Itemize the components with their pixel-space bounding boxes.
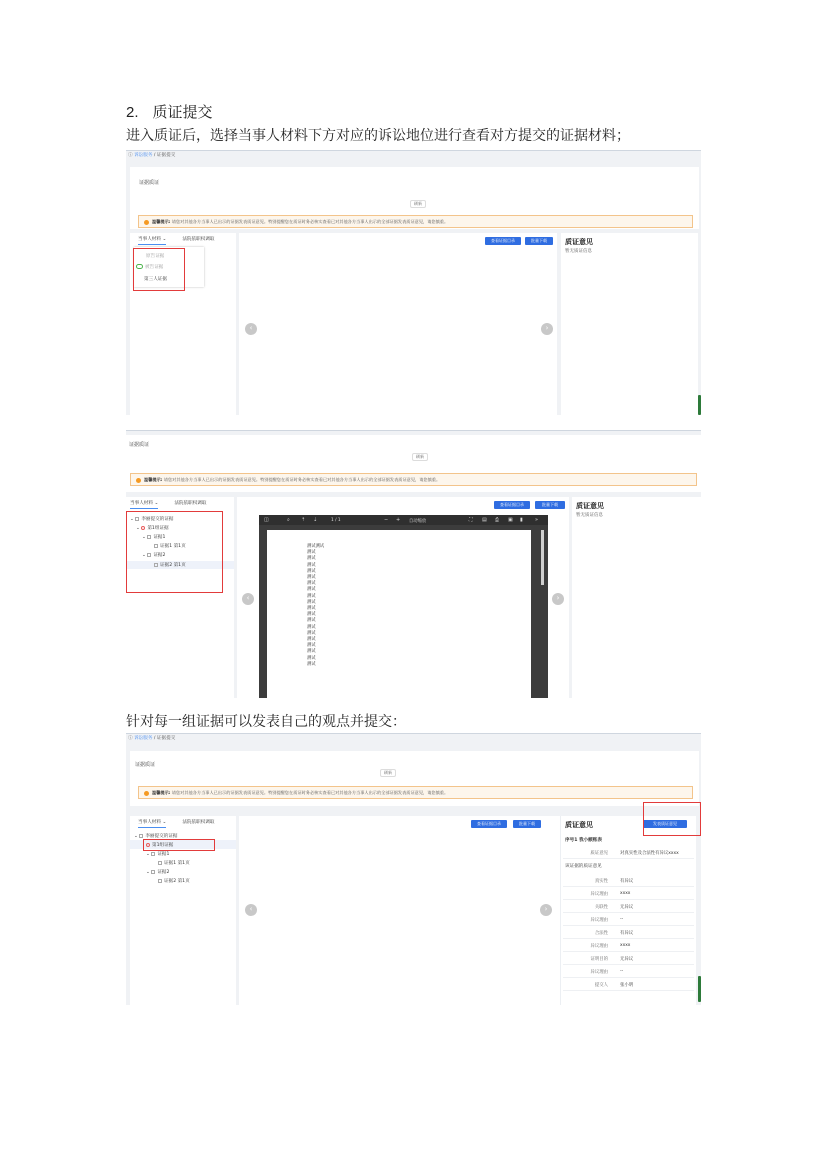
tree-evidence-1-page[interactable]: 证据1 第1页 (158, 860, 190, 866)
opinion-panel (560, 816, 696, 1005)
form-row (563, 846, 694, 859)
form-row (563, 952, 694, 965)
pdf-text-line: 测试 (307, 630, 316, 636)
form-label: 证明目的 (590, 957, 608, 962)
breadcrumb-link[interactable]: 诉讼服务 (134, 153, 153, 158)
notice-text: 请您对其他各方当事人已出示的证据发表质证意见。特别提醒您在质证时务必核实查看已对其他各方当事人出示的全部证据发表质证意见，请您慎重。 (171, 790, 449, 795)
highlight-box (126, 511, 223, 593)
tab-party-materials[interactable]: 当事人材料 ⌄ (138, 819, 166, 828)
search-icon[interactable]: ⌕ (287, 517, 290, 523)
form-row (563, 965, 694, 978)
breadcrumb-current: 证据提交 (156, 153, 176, 158)
heading-number: 2. (126, 104, 139, 121)
pdf-text-line: 测试 (307, 568, 316, 574)
pdf-zoom-select[interactable]: 自动缩放 (409, 519, 427, 524)
view-evidence-list-button[interactable]: 查看证据目录 (494, 501, 530, 509)
opinion-empty-text: 暂无质证信息 (565, 249, 592, 254)
breadcrumb-sep: / (152, 736, 157, 741)
evidence-group-title: 序号1 我小额账表 (565, 838, 602, 843)
checkbox-icon (158, 861, 162, 865)
pdf-text-line: 测试 (307, 581, 316, 587)
tree-evidence-1-page[interactable]: 证据1 第1页 (154, 543, 186, 549)
pdf-text-line: 测试 (307, 612, 316, 618)
print-icon[interactable]: ⎙ (495, 517, 500, 523)
opinion-panel (561, 233, 698, 415)
more-tools-icon[interactable]: » (535, 517, 539, 523)
tab-court-materials[interactable]: 法院依职权调取 (182, 820, 215, 825)
form-row (563, 926, 694, 939)
form-label: 异议理由 (590, 944, 608, 949)
tree-root[interactable]: ⌄ 李丽提交的证据 (130, 517, 174, 522)
submit-opinion-button[interactable]: 发表质证意见 (643, 820, 687, 828)
tree-evidence-1[interactable]: ⌄ 证据1 (142, 535, 166, 540)
section-title: 证据质证 (129, 442, 150, 448)
save-icon[interactable]: ▣ (508, 517, 513, 523)
notice-text: 请您对其他各方当事人已出示的证据发表质证意见。特别提醒您在质证时务必核实查看已对其他各方当事人出示的全部证据发表质证意见，请您慎重。 (163, 477, 441, 482)
form-label: 质证意见 (590, 851, 608, 856)
form-row (563, 939, 694, 952)
next-arrow-icon[interactable]: › (541, 323, 553, 335)
pdf-text-line: 测试 (307, 550, 316, 556)
checkbox-icon (151, 870, 155, 874)
instruction-paragraph-1: 进入质证后，选择当事人材料下方对应的诉讼地位进行查看对方提交的证据材料； (126, 128, 630, 144)
batch-download-button[interactable]: 批量下载 (525, 237, 553, 245)
pdf-text-line: 测试 (307, 606, 316, 611)
breadcrumb (128, 153, 175, 159)
highlight-box (133, 248, 185, 291)
pdf-text-line: 测试 (307, 593, 316, 599)
pdf-viewer (259, 515, 548, 698)
batch-download-button[interactable]: 批量下载 (535, 501, 565, 509)
tree-group-1[interactable]: ⌄ 第1组证据 (136, 526, 169, 531)
section-title: 证据质证 (139, 180, 160, 186)
highlight-box-submit (643, 802, 701, 836)
material-tabs (138, 819, 214, 828)
form-label: 关联性 (594, 905, 608, 910)
notice-bar (138, 786, 693, 799)
pdf-page-number[interactable]: 1 / 1 (331, 518, 341, 523)
tab-party-materials[interactable]: 当事人材料 ⌄ (130, 500, 158, 509)
pdf-text-line: 测试 (307, 637, 316, 642)
opinion-title: 质证意见 (565, 238, 593, 246)
chevron-down-icon: ⌄ (154, 501, 159, 506)
fullscreen-icon[interactable]: ⛶ (469, 517, 473, 523)
form-value: 无异议 (620, 957, 634, 962)
view-evidence-list-button[interactable]: 查看证据目录 (471, 820, 507, 828)
tree-evidence-2[interactable]: ⌄ 证据2 (142, 553, 166, 558)
form-label: 异议理由 (590, 918, 608, 923)
form-value: 对真实性及合法性有异议xxxx (620, 851, 679, 856)
opinion-empty-text: 暂无质证信息 (576, 513, 603, 518)
opinion-panel (572, 497, 701, 698)
pdf-scrollbar[interactable] (541, 530, 544, 585)
prev-arrow-icon[interactable]: ‹ (245, 904, 257, 916)
checkbox-icon (151, 852, 155, 856)
tree-panel (130, 233, 236, 415)
form-label: 提交人 (594, 983, 608, 988)
pdf-page (267, 530, 531, 698)
pdf-text-line: 测试 (307, 624, 316, 630)
chevron-down-icon: ⌄ (162, 237, 167, 242)
sidebar-toggle-icon[interactable]: ◫ (264, 517, 269, 523)
breadcrumb-link[interactable]: 诉讼服务 (134, 736, 153, 741)
down-icon[interactable]: ⇣ (313, 517, 318, 523)
notice-text: 请您对其他各方当事人已出示的证据发表质证意见。特别提醒您在质证时务必核实查看已对其他各方当事人出示的全部证据发表质证意见，请您慎重。 (171, 219, 449, 224)
screenshot-submit-opinion (126, 733, 701, 1005)
chevron-down-icon: ⌄ (162, 820, 167, 825)
pdf-text-line: 测试 (307, 655, 316, 661)
form-value: -- (620, 969, 624, 974)
highlight-box (143, 839, 215, 851)
warning-icon (136, 478, 141, 483)
form-row (563, 887, 694, 900)
tree-evidence-1[interactable]: ⌄ 证据1 (146, 852, 170, 857)
tree-root[interactable]: ⌄ 李丽提交的证据 (134, 834, 178, 839)
dropdown-item-third-party[interactable]: 第三人证据 (144, 277, 167, 282)
warning-icon (144, 791, 149, 796)
notice-bar (130, 473, 697, 486)
instruction-paragraph-2: 针对每一组证据可以发表自己的观点并提交： (126, 714, 406, 730)
dropdown-item-plaintiff[interactable]: 原告证据 (146, 254, 165, 259)
pdf-text-line: 测试测试 (307, 544, 325, 549)
tree-evidence-2[interactable]: ⌄ 证据2 (146, 870, 170, 875)
form-label: 真实性 (594, 879, 608, 884)
tab-court-materials[interactable]: 法院依职权调取 (174, 501, 207, 506)
open-file-icon[interactable]: ▤ (482, 517, 487, 523)
info-icon: ⓘ (128, 153, 135, 158)
refresh-button[interactable]: 刷新 (412, 453, 428, 461)
material-tabs (138, 236, 214, 245)
bookmark-icon[interactable]: ▮ (520, 517, 523, 523)
form-value: 无异议 (620, 905, 634, 910)
breadcrumb-sep: / (152, 153, 157, 158)
viewer-panel (237, 497, 569, 698)
material-tabs (130, 500, 206, 509)
screenshot-evidence-selection (126, 150, 701, 415)
batch-download-button[interactable]: 批量下载 (513, 820, 541, 828)
pdf-toolbar (259, 515, 548, 525)
section-title: 证据质证 (135, 762, 156, 768)
form-label: 异议理由 (590, 970, 608, 975)
info-icon: ⓘ (128, 736, 135, 741)
up-icon[interactable]: ⇡ (301, 517, 306, 523)
tab-court-materials[interactable]: 法院依职权调取 (182, 237, 215, 242)
refresh-button[interactable]: 刷新 (410, 200, 426, 208)
checkbox-icon (158, 879, 162, 883)
pdf-text-line: 测试 (307, 575, 316, 580)
scroll-indicator (698, 976, 701, 1002)
form-value: 有异议 (620, 879, 634, 884)
view-evidence-list-button[interactable]: 查看证据目录 (485, 237, 521, 245)
pdf-text-line: 测试 (307, 587, 316, 593)
form-value: -- (620, 917, 624, 922)
form-row (563, 913, 694, 926)
section-heading (126, 101, 213, 122)
tree-panel (126, 497, 234, 698)
tab-party-materials[interactable]: 当事人材料 ⌄ (138, 236, 166, 245)
breadcrumb (128, 736, 175, 742)
form-value: xxxx (620, 943, 631, 948)
zoom-in-icon[interactable]: + (396, 517, 401, 523)
notice-prefix: 温馨提示: (152, 219, 171, 224)
form-label: 合法性 (594, 931, 608, 936)
scroll-indicator (698, 395, 701, 415)
notice-prefix: 温馨提示: (144, 477, 163, 482)
zoom-out-icon[interactable]: − (384, 517, 389, 523)
header-panel (126, 435, 701, 492)
checkbox-icon (139, 834, 143, 838)
tree-group-1[interactable]: 第1组证据 (146, 842, 173, 848)
heading-text: 质证提交 (152, 103, 213, 121)
pdf-text-line: 测试 (307, 599, 316, 605)
prev-arrow-icon[interactable]: ‹ (242, 593, 254, 605)
header-panel (130, 167, 699, 229)
tree-panel (130, 816, 236, 1005)
pdf-text-line: 测试 (307, 649, 316, 655)
opinion-title: 质证意见 (565, 821, 593, 829)
prev-arrow-icon[interactable]: ‹ (245, 323, 257, 335)
pdf-text-line: 测试 (307, 643, 316, 649)
form-row (563, 874, 694, 887)
notice-prefix: 温馨提示: (152, 790, 171, 795)
form-row (563, 900, 694, 913)
opinion-title: 质证意见 (576, 502, 604, 510)
tree-evidence-2-page[interactable]: 证据2 第1页 (158, 878, 190, 884)
tree-evidence-2-page[interactable]: 证据2 第1页 (154, 562, 186, 568)
form-label: 异议理由 (590, 892, 608, 897)
viewer-panel (239, 233, 557, 415)
form-value: 有异议 (620, 931, 634, 936)
breadcrumb-current: 证据提交 (156, 736, 176, 741)
form-row (563, 978, 694, 991)
notice-bar (138, 215, 693, 228)
pdf-text-line: 测试 (307, 661, 316, 667)
other-opinion-subhead: 该证据的质证意见 (565, 864, 602, 869)
warning-icon (144, 220, 149, 225)
pdf-text-line: 测试 (307, 618, 316, 624)
pdf-text-line: 测试 (307, 562, 316, 568)
next-arrow-icon[interactable]: › (540, 904, 552, 916)
next-arrow-icon[interactable]: › (552, 593, 564, 605)
dropdown-item-defendant[interactable]: 被告证据 (136, 264, 163, 270)
screenshot-evidence-preview (126, 430, 701, 698)
header-panel (130, 751, 699, 806)
refresh-button[interactable]: 刷新 (380, 769, 396, 777)
form-value: 张小明 (620, 983, 634, 988)
pdf-text-line: 测试 (307, 556, 316, 562)
form-value: xxxx (620, 891, 631, 896)
